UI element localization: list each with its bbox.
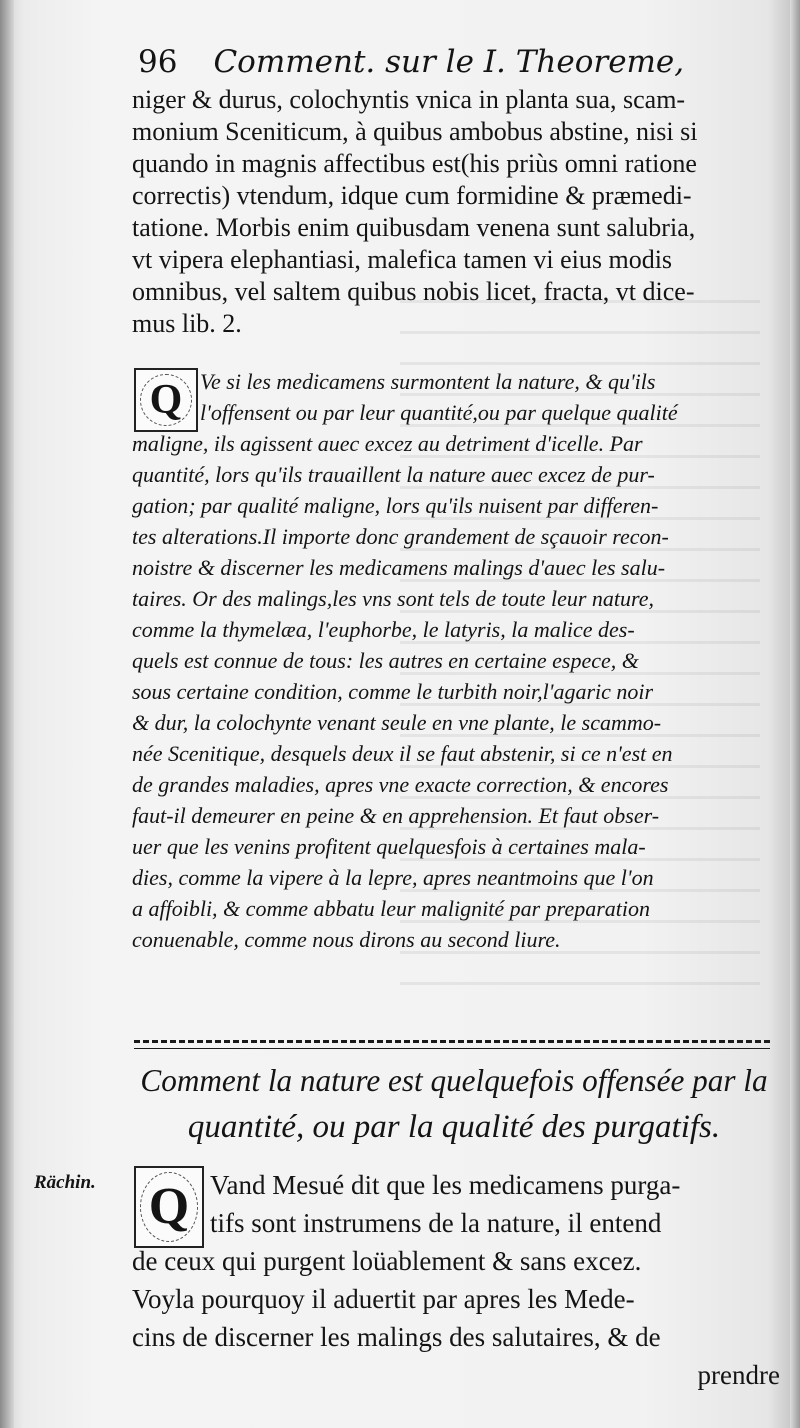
commentary-line: sous certaine condition, comme le turbith noir,l'agaric noir [132, 679, 654, 704]
page-edge-shadow [790, 0, 800, 1428]
body-line: tifs sont instrumens de la nature, il entend [210, 1208, 662, 1238]
chapter-title-line: Comment la nature est quelquefois offensée par la [140, 1063, 768, 1098]
running-head [138, 42, 778, 82]
latin-line: vt vipera elephantiasi, malefica tamen vi eius modis [132, 245, 673, 274]
commentary-line: faut-il demeurer en peine & en apprehension. Et faut obser- [132, 803, 660, 828]
commentary-line: comme la thymelæa, l'euphorbe, le latyris, la malice des- [132, 617, 635, 642]
commentary-line: de grandes maladies, apres vne exacte correction, & encores [132, 772, 669, 797]
commentary-line: a affoibli, & comme abbatu leur malignité par preparation [132, 896, 650, 921]
commentary-line: maligne, ils agissent auec excez au detriment d'icelle. Par [132, 431, 643, 456]
catchword: prendre [697, 1360, 780, 1390]
commentary-line: dies, comme la vipere à la lepre, apres neantmoins que l'on [132, 865, 654, 890]
commentary-line: noistre & discerner les medicamens malings d'auec les salu- [132, 555, 666, 580]
page-gutter-shadow [0, 0, 14, 1428]
latin-line: omnibus, vel saltem quibus nobis licet, fracta, vt dice- [132, 277, 695, 306]
commentary-line: uer que les venins profitent quelquesfois à certaines mala- [132, 834, 646, 859]
margin-note: Rächin. [34, 1172, 96, 1193]
body-line: cins de discerner les malings des salutaires, & de [132, 1322, 661, 1352]
body-line: Voyla pourquoy il aduertit par apres les Mede- [132, 1284, 635, 1314]
latin-line: quando in magnis affectibus est(his priùs omni ratione [132, 149, 697, 178]
commentary-line: l'offensent ou par leur quantité,ou par quelque qualité [200, 400, 678, 425]
commentary-line: & dur, la colochynte venant seule en vne plante, le scammo- [132, 710, 662, 735]
page-number: 96 [138, 44, 178, 80]
latin-line: correctis) vtendum, idque cum formidine & præmedi- [132, 181, 692, 210]
section-divider-rule [134, 1040, 770, 1043]
commentary-line: quantité, lors qu'ils trauaillent la nature auec excez de pur- [132, 462, 655, 487]
body-line: de ceux qui purgent loüablement & sans excez. [132, 1246, 642, 1276]
latin-line: mus lib. 2. [132, 309, 242, 338]
drop-cap-letter: Q [148, 1178, 190, 1235]
chapter-body [132, 1166, 780, 1394]
body-line: Vand Mesué dit que les medicamens purga- [210, 1170, 681, 1200]
latin-line: tatione. Morbis enim quibusdam venena sunt salubria, [132, 213, 696, 242]
commentary-line: gation; par qualité maligne, lors qu'ils nuisent par differen- [132, 493, 659, 518]
chapter-title [134, 1058, 774, 1150]
latin-line: monium Sceniticum, à quibus ambobus abstine, nisi si [132, 117, 698, 146]
drop-cap-letter: Q [149, 377, 183, 423]
commentary-line: née Scenitique, desquels deux il se faut abstenir, si ce n'est en [132, 741, 673, 766]
commentary-line: taires. Or des malings,les vns sont tels de toute leur nature, [132, 586, 655, 611]
chapter-title-line: quantité, ou par la qualité des purgatifs. [187, 1109, 721, 1145]
commentary-line: tes alterations.Il importe donc grandement de sçauoir recon- [132, 524, 669, 549]
commentary-line: conuenable, comme nous dirons au second liure. [132, 927, 561, 952]
french-commentary [132, 366, 780, 955]
commentary-line: Ve si les medicamens surmontent la nature, & qu'ils [200, 369, 656, 394]
latin-line: niger & durus, colochyntis vnica in planta sua, scam- [132, 85, 686, 114]
latin-paragraph [132, 84, 782, 340]
running-title: Comment. sur le I. Theoreme, [213, 44, 685, 80]
section-divider-thin-rule [134, 1048, 770, 1049]
commentary-line: quels est connue de tous: les autres en certaine espece, & [132, 648, 639, 673]
